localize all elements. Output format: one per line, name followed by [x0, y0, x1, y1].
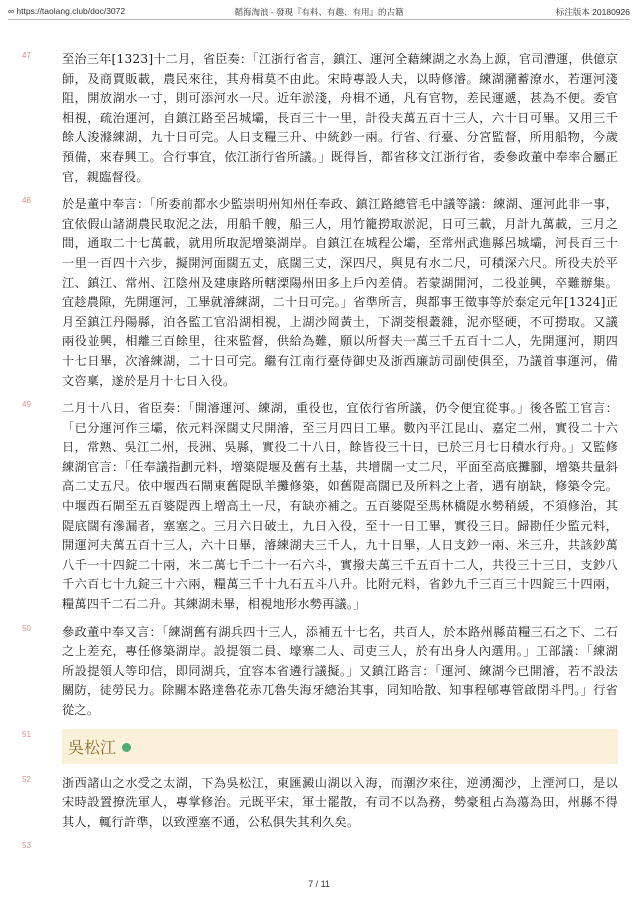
- paragraph-50: [22, 623, 618, 721]
- paragraph-48: [22, 195, 618, 391]
- page-number: 7 / 11: [308, 879, 330, 889]
- paragraph-number: 49: [22, 400, 31, 410]
- section-title: 吳松江: [68, 737, 117, 757]
- header-rule: [8, 19, 630, 20]
- paragraph-text: 於是董中奉言：「所委前都水少監崇明州知州任奉政、鎮江路總管毛中議等議：練湖、運河此非一事，宜依假山諸湖農民取泥之法，用船千艘，船三人，用竹籠撈取淤泥，日可三載，月計九萬載，三月之間，通取二十七萬載，就用所取泥增築湖岸。自鎮江在城程公壩，至常州武進縣呂城壩，河長百三十一里一百四十六步，擬開河面闊五丈，底闊三丈，深四尺，與見有水二尺，可積深六尺。所役夫於平江、鎮江、常州、江陰州及建康路所轄溧陽州田多上戶內差倩。若蒙湖開河，二役並興，卒難辦集。宜趁農隙，先開運河，工畢就濬練湖，二十日可完。」省準所言，與都事王徵事等於泰定元年[1324]正月至鎮江丹陽縣，泊各監工官沿湖相視，上湖沙岡黃土，下湖茭根叢雜，泥亦堅硬，不可撈取。又議兩役並興，相離三百餘里，往來監督，供給為難，願以所督夫一萬三千五百十二人，先開運河，期四十七日畢，次濬練湖，二十日可完。繼有江南行臺侍御史及浙西廉訪司副使俱至，乃議首事運河，備文咨稟，遂於是月十七日入役。: [62, 197, 618, 388]
- section-51: [22, 729, 618, 764]
- paragraph-number: 50: [22, 623, 31, 633]
- paragraph-number: 52: [22, 774, 31, 784]
- paragraph-text: 二月十八日，省臣奏：「開濬運河、練湖，重役也，宜依行省所議，仍令便宜從事。」後各監工官言：「已分運河作三壩，依元料深闊丈尺開濬，至三月四日工畢。數內平江昆山、嘉定二州，實役二十六日，常熟、吳江二州，長洲、吳縣，實役二十八日，餘皆役三十日，已於三月七日積水行舟。」又監修練湖官言：「任奉議指劃元料，增築隄堰及舊有土基，共增闊一丈二尺，平面至高底攤腳，增築共量斜高二丈五尺。依中堰西石閘東舊隄臥羊攤修築，如舊隄高闊已及所料之上者，遇有崩缺，修築令完。中堰西石閘至五百婆隄西上增高土一尺，有缺亦補之。五百婆隄至馬林橋隄水勢稍緩，不須修治，其隄底闊有滲漏者，塞塞之。三月六日破土，九日入役，至十一日工畢，實役三日。歸勘任少監元料，開運河夫萬五百十三人，六十日畢，濬練湖夫三千人，九十日畢，人日支鈔一兩、米三升，共該鈔萬八千一十四錠二十兩，米二萬七千二十一石六斗，實撥夫萬三千五百十二人，共役三十三日，支鈔八千六百七十九錠三十六兩，糧萬三千十九石五斗八升。比附元料，省鈔九千三百三十四錠三十四兩，糧萬四千二石二升。其練湖未畢，相視地形水勢再議。」: [62, 401, 618, 612]
- paragraph-text: 至治三年[1323]十二月，省臣奏：「江浙行省言，鎮江、運河全藉練湖之水為上源，官司漕運，供億京師，及商賈販載，農民來往，其舟楫莫不由此。宋時專設人夫，以時修濬。練湖瀦蓄潦水，若運河淺阻，開放湖水一寸，則可添河水一尺。近年淤淺，舟楫不通，凡有官物，差民運遞，甚為不便。委官相視，疏治運河，自鎮江路至呂城壩，長百三十一里，計役夫萬五百十三人，六十日可畢。又用三千餘人浚滌練湖，九十日可完。人日支糧三升、中統鈔一兩。行省、行臺、分宮監督，所用船物，今歲預備，來春興工。合行事宜，依江浙行省所議。」既得旨，都省移文江浙行省，委參政董中奉率合屬正官，親臨督役。: [62, 52, 618, 184]
- document-body: [22, 50, 618, 868]
- page-header: [8, 4, 630, 20]
- paragraph-53: [22, 840, 618, 860]
- paragraph-number: 51: [22, 729, 31, 739]
- paragraph-text: 浙西諸山之水受之太湖，下為吳松江，東匯澱山湖以入海，而潮汐來往，逆湧濁沙，上湮河口，是以宋時設置撩洗軍人，專掌修治。元既平宋，軍士罷散，有司不以為務，勢豪租占為蕩為田，州縣不得其人，輒行許準，以致湮塞不通，公私俱失其利久矣。: [62, 775, 618, 829]
- site-title: 韜海淘浪 - 發現『有料、有趣、有用』的古籍: [234, 7, 404, 17]
- paragraph-49: [22, 399, 618, 615]
- paragraph-text: 參政董中奉又言：「練湖舊有湖兵四十三人，添補五十七名，共百人，於本路州縣苗糧三石之下、二石之上差充，專任修築湖岸。設提領二員、壕寨二人、司吏三人，於有出身人內選用。」工部議：「練湖所設提領人等印信，即同湖兵，宜容本省遴行議擬。」又鎮江路言：「運河、練湖今已開濬，若不設法關防，徒勞民力。除關本路達魯花赤兀魯失海牙總治其事，同知哈散、知事程郇專管啟閉斗門。」行省從之。: [62, 624, 618, 717]
- paragraph-text-empty: [62, 840, 618, 860]
- paragraph-number: 48: [22, 196, 31, 206]
- paragraph-number: 53: [22, 841, 31, 851]
- paragraph-47: [22, 50, 618, 187]
- place-marker-icon: [122, 743, 131, 752]
- paragraph-52: [22, 774, 618, 833]
- section-heading: [62, 729, 618, 764]
- source-url[interactable]: ∞ https://taolang.club/doc/3072: [8, 6, 126, 16]
- version-label: 标注版本 20180926: [555, 7, 630, 17]
- paragraph-number: 47: [22, 51, 31, 60]
